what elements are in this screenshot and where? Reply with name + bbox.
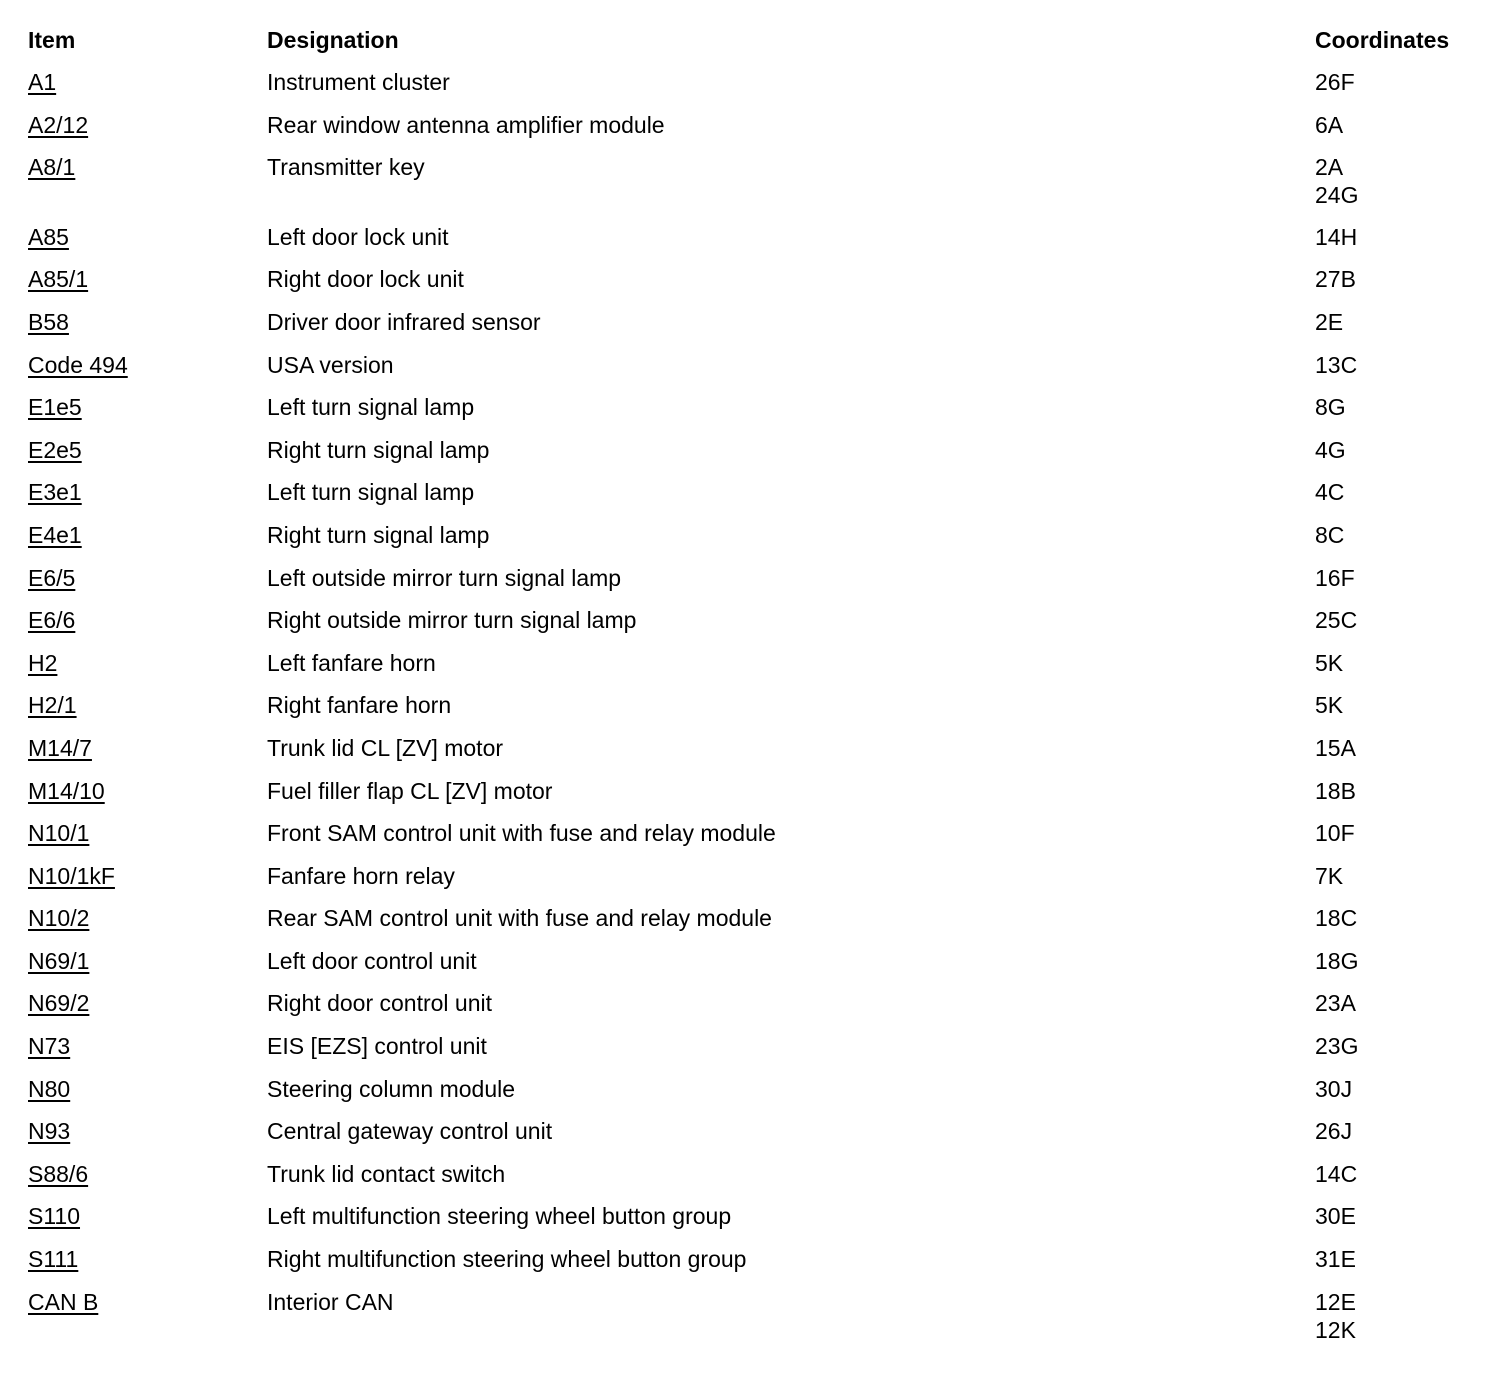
- item-link[interactable]: A85: [28, 223, 69, 250]
- item-link[interactable]: E6/5: [28, 564, 76, 591]
- designation-cell: Instrument cluster: [267, 69, 450, 95]
- coordinate-value: 4C: [1315, 479, 1345, 506]
- table-row: [28, 265, 1488, 308]
- coordinate-value: 27B: [1315, 266, 1356, 293]
- table-row: [28, 649, 1488, 692]
- header-designation: Designation: [267, 27, 399, 53]
- item-cell: [28, 223, 267, 251]
- table-row: [28, 153, 1488, 223]
- coordinates-cell: [1315, 1075, 1488, 1103]
- item-link[interactable]: E3e1: [28, 479, 82, 506]
- table-row: [28, 1160, 1488, 1203]
- item-link[interactable]: H2: [28, 649, 58, 676]
- item-link[interactable]: A85/1: [28, 266, 89, 293]
- item-cell: [28, 734, 267, 762]
- coordinates-cell: [1315, 819, 1488, 847]
- designation-cell: Left door lock unit: [267, 223, 449, 250]
- coordinate-value: 12E: [1315, 1288, 1356, 1315]
- item-link[interactable]: E6/6: [28, 607, 76, 634]
- table-row: [28, 1202, 1488, 1245]
- item-cell: [28, 1032, 267, 1060]
- item-link[interactable]: N73: [28, 1033, 71, 1060]
- item-cell: [28, 1160, 267, 1188]
- item-cell: [28, 1075, 267, 1103]
- coordinates-cell: [1315, 564, 1488, 592]
- coordinate-value: 8G: [1315, 394, 1346, 421]
- item-cell: [28, 478, 267, 506]
- item-cell: [28, 989, 267, 1017]
- table-row: [28, 478, 1488, 521]
- designation-cell: Fanfare horn relay: [267, 862, 455, 889]
- coordinates-cell: [1315, 691, 1488, 719]
- table-row: [28, 862, 1488, 905]
- coordinates-cell: [1315, 947, 1488, 975]
- designation-cell: Right outside mirror turn signal lamp: [267, 607, 637, 634]
- coordinate-value: 14C: [1315, 1160, 1358, 1187]
- coordinate-value: 16F: [1315, 564, 1355, 591]
- designation-cell: Left fanfare horn: [267, 649, 436, 676]
- item-link[interactable]: E4e1: [28, 521, 82, 548]
- coordinates-cell: [1315, 153, 1488, 209]
- coordinates-cell: [1315, 68, 1488, 96]
- coordinate-value: 18G: [1315, 947, 1359, 974]
- table-row: [28, 436, 1488, 479]
- coordinate-value: 23G: [1315, 1033, 1359, 1060]
- coordinates-cell: [1315, 478, 1488, 506]
- table-row: [28, 734, 1488, 777]
- table-row: [28, 1075, 1488, 1118]
- designation-cell: EIS [EZS] control unit: [267, 1033, 487, 1060]
- coordinate-value: 12K: [1315, 1316, 1356, 1343]
- coordinates-cell: [1315, 862, 1488, 890]
- coordinate-value: 25C: [1315, 607, 1358, 634]
- designation-cell: Driver door infrared sensor: [267, 308, 541, 335]
- coordinates-cell: [1315, 351, 1488, 379]
- table-row: [28, 947, 1488, 990]
- item-link[interactable]: E2e5: [28, 436, 82, 463]
- coordinate-value: 10F: [1315, 820, 1355, 847]
- designation-cell: Fuel filler flap CL [ZV] motor: [267, 777, 553, 804]
- coordinate-value: 24G: [1315, 182, 1359, 209]
- coordinate-value: 2A: [1315, 154, 1344, 181]
- item-link[interactable]: M14/10: [28, 777, 105, 804]
- item-cell: [28, 1117, 267, 1145]
- coordinates-cell: [1315, 734, 1488, 762]
- item-link[interactable]: N93: [28, 1118, 71, 1145]
- coordinates-cell: [1315, 1032, 1488, 1060]
- item-cell: [28, 1202, 267, 1230]
- coordinate-value: 7K: [1315, 862, 1344, 889]
- item-link[interactable]: N80: [28, 1075, 71, 1102]
- coordinate-value: 30E: [1315, 1203, 1356, 1230]
- item-link[interactable]: M14/7: [28, 734, 92, 761]
- table-row: [28, 1117, 1488, 1160]
- coordinate-value: 31E: [1315, 1246, 1356, 1273]
- designation-cell: Right fanfare horn: [267, 692, 452, 719]
- item-link[interactable]: A1: [28, 69, 57, 95]
- item-link[interactable]: Code 494: [28, 351, 128, 378]
- item-cell: [28, 265, 267, 293]
- item-link[interactable]: N10/1: [28, 820, 90, 847]
- table-row: [28, 1245, 1488, 1288]
- coordinates-cell: [1315, 436, 1488, 464]
- item-link[interactable]: B58: [28, 308, 69, 335]
- coordinates-cell: [1315, 308, 1488, 336]
- item-cell: [28, 351, 267, 379]
- table-row: [28, 351, 1488, 394]
- item-cell: [28, 521, 267, 549]
- designation-cell: Transmitter key: [267, 154, 425, 181]
- item-cell: [28, 153, 267, 181]
- designation-cell: USA version: [267, 351, 394, 378]
- item-cell: [28, 1288, 267, 1316]
- item-cell: [28, 649, 267, 677]
- coordinate-value: 14H: [1315, 223, 1358, 250]
- coordinates-cell: [1315, 521, 1488, 549]
- table-row: [28, 68, 1488, 111]
- coordinate-value: 4G: [1315, 436, 1346, 463]
- designation-cell: Right door control unit: [267, 990, 493, 1017]
- coordinate-value: 5K: [1315, 692, 1344, 719]
- item-cell: [28, 111, 267, 139]
- designation-cell: Right door lock unit: [267, 266, 464, 293]
- item-link[interactable]: N10/2: [28, 905, 90, 932]
- item-link[interactable]: N69/1: [28, 947, 90, 974]
- item-cell: [28, 691, 267, 719]
- coordinate-value: 30J: [1315, 1075, 1353, 1102]
- item-cell: [28, 819, 267, 847]
- table-header-row: [28, 26, 1488, 68]
- designation-cell: Left outside mirror turn signal lamp: [267, 564, 622, 591]
- coordinate-value: 15A: [1315, 734, 1356, 761]
- item-cell: [28, 947, 267, 975]
- coordinate-value: 26J: [1315, 1118, 1353, 1145]
- coordinates-cell: [1315, 904, 1488, 932]
- header-item: Item: [28, 27, 76, 53]
- item-link[interactable]: E1e5: [28, 394, 82, 421]
- designation-cell: Interior CAN: [267, 1288, 394, 1315]
- table-row: [28, 904, 1488, 947]
- coordinate-value: 18C: [1315, 905, 1358, 932]
- designation-cell: Trunk lid CL [ZV] motor: [267, 734, 504, 761]
- designation-cell: Right multifunction steering wheel button group: [267, 1246, 747, 1273]
- item-cell: [28, 436, 267, 464]
- item-cell: [28, 904, 267, 932]
- table-row: [28, 606, 1488, 649]
- coordinates-cell: [1315, 265, 1488, 293]
- item-cell: [28, 564, 267, 592]
- item-link[interactable]: N69/2: [28, 990, 90, 1017]
- header-coordinates: Coordinates: [1315, 27, 1450, 53]
- item-link[interactable]: N10/1kF: [28, 862, 115, 889]
- coordinates-cell: [1315, 1117, 1488, 1145]
- designation-cell: Right turn signal lamp: [267, 521, 490, 548]
- designation-cell: Left door control unit: [267, 947, 477, 974]
- designation-cell: Left turn signal lamp: [267, 394, 475, 421]
- table-row: [28, 308, 1488, 351]
- item-link[interactable]: CAN B: [28, 1288, 99, 1315]
- designation-cell: Right turn signal lamp: [267, 436, 490, 463]
- designation-cell: Rear window antenna amplifier module: [267, 111, 665, 138]
- table-body: [28, 68, 1488, 1357]
- coordinate-value: 26F: [1315, 69, 1355, 95]
- table-row: [28, 1032, 1488, 1075]
- coordinates-cell: [1315, 606, 1488, 634]
- coordinate-value: 23A: [1315, 990, 1356, 1017]
- designation-cell: Central gateway control unit: [267, 1118, 553, 1145]
- table-row: [28, 521, 1488, 564]
- coordinates-cell: [1315, 1160, 1488, 1188]
- table-row: [28, 223, 1488, 266]
- coordinate-value: 8C: [1315, 521, 1345, 548]
- designation-cell: Steering column module: [267, 1075, 516, 1102]
- item-link[interactable]: S111: [28, 1246, 79, 1273]
- item-link[interactable]: H2/1: [28, 692, 77, 719]
- designation-cell: Left multifunction steering wheel button group: [267, 1203, 732, 1230]
- coordinates-cell: [1315, 1202, 1488, 1230]
- table-row: [28, 819, 1488, 862]
- component-legend-table: [28, 26, 1488, 1357]
- coordinates-cell: [1315, 111, 1488, 139]
- item-cell: [28, 393, 267, 421]
- table-row: [28, 989, 1488, 1032]
- item-cell: [28, 606, 267, 634]
- coordinates-cell: [1315, 989, 1488, 1017]
- designation-cell: Left turn signal lamp: [267, 479, 475, 506]
- coordinates-cell: [1315, 1288, 1488, 1344]
- table-row: [28, 564, 1488, 607]
- item-cell: [28, 862, 267, 890]
- table-row: [28, 1288, 1488, 1358]
- coordinate-value: 18B: [1315, 777, 1356, 804]
- coordinates-cell: [1315, 393, 1488, 421]
- table-row: [28, 111, 1488, 154]
- item-cell: [28, 1245, 267, 1273]
- item-link[interactable]: A2/12: [28, 111, 89, 138]
- designation-cell: Rear SAM control unit with fuse and relay module: [267, 905, 772, 932]
- table-row: [28, 393, 1488, 436]
- item-cell: [28, 308, 267, 336]
- table-row: [28, 777, 1488, 820]
- coordinates-cell: [1315, 223, 1488, 251]
- coordinate-value: 13C: [1315, 351, 1358, 378]
- item-link[interactable]: A8/1: [28, 154, 76, 181]
- coordinates-cell: [1315, 1245, 1488, 1273]
- coordinate-value: 2E: [1315, 308, 1344, 335]
- coordinate-value: 5K: [1315, 649, 1344, 676]
- coordinate-value: 6A: [1315, 111, 1344, 138]
- item-cell: [28, 68, 267, 96]
- table-row: [28, 691, 1488, 734]
- item-cell: [28, 777, 267, 805]
- coordinates-cell: [1315, 649, 1488, 677]
- coordinates-cell: [1315, 777, 1488, 805]
- designation-cell: Trunk lid contact switch: [267, 1160, 506, 1187]
- item-link[interactable]: S88/6: [28, 1160, 89, 1187]
- designation-cell: Front SAM control unit with fuse and relay module: [267, 820, 776, 847]
- item-link[interactable]: S110: [28, 1203, 81, 1230]
